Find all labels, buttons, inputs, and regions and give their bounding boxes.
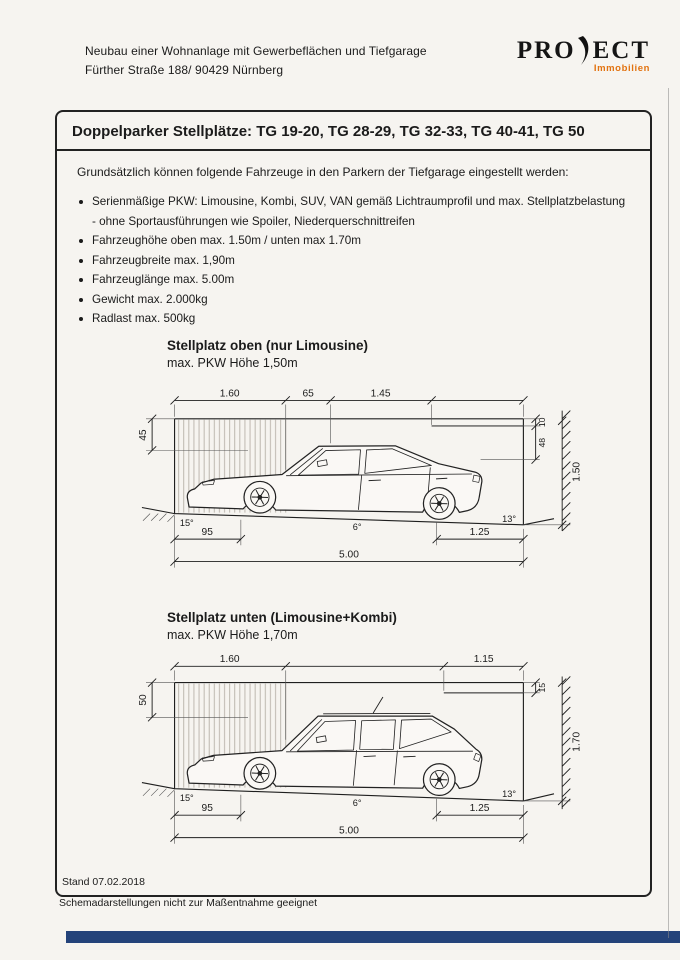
company-logo	[517, 36, 650, 74]
rear-wheel	[423, 763, 456, 796]
logo-wordmark	[517, 36, 650, 66]
dim-right-total: 1.50	[571, 461, 583, 482]
dim-right-mid: 48	[536, 437, 547, 448]
angle-right: 13°	[502, 788, 517, 799]
list-item	[79, 192, 625, 212]
ground-hatch	[143, 789, 175, 797]
dim-total-length: 5.00	[339, 549, 359, 561]
list-item	[79, 231, 625, 251]
logo-text-start: PRO	[516, 37, 576, 64]
dim-right-total-line	[558, 676, 570, 809]
footer-date: Stand 07.02.2018	[62, 876, 145, 888]
angle-left: 15°	[179, 517, 194, 528]
dim-top-1: 1.60	[219, 388, 240, 400]
front-wheel	[243, 757, 276, 790]
dim-top-2: 1.15	[473, 654, 494, 666]
vehicle-requirements-list	[79, 192, 625, 329]
list-item-text: Fahrzeuglänge max. 5.00m	[92, 273, 235, 286]
dim-left-line	[148, 415, 156, 455]
dim-bottom-right: 1.25	[469, 803, 490, 815]
footer-disclaimer: Schemadarstellungen nicht zur Maßentnahme geeignet	[59, 897, 317, 909]
front-wheel	[243, 481, 276, 514]
list-item-text: Radlast max. 500kg	[92, 312, 196, 325]
bullet-icon	[79, 317, 83, 321]
bullet-icon	[79, 239, 83, 243]
header-line-1: Neubau einer Wohnanlage mit Gewerbeflächen und Tiefgarage	[85, 44, 427, 58]
rear-wheel	[423, 487, 456, 520]
list-item	[79, 309, 625, 329]
header-line-2: Fürther Straße 188/ 90429 Nürnberg	[85, 63, 284, 77]
angle-mid: 6°	[352, 521, 362, 532]
dim-left-line	[148, 679, 156, 722]
dim-right-step: 10	[536, 417, 547, 428]
dim-right-step: 15	[536, 682, 547, 693]
list-item-text: Fahrzeughöhe oben max. 1.50m / unten max 1.70m	[92, 234, 361, 247]
diagram-top-title: Stellplatz oben (nur Limousine)	[167, 338, 369, 353]
logo-swoosh-icon	[577, 36, 592, 66]
dim-top-3: 1.45	[370, 388, 391, 400]
diagram-top-subtitle: max. PKW Höhe 1,50m	[167, 356, 298, 370]
list-item-text: Fahrzeugbreite max. 1,90m	[92, 253, 235, 267]
logo-text-end: ECT	[592, 37, 650, 64]
diagram-bottom-subtitle: max. PKW Höhe 1,70m	[167, 628, 298, 642]
bottom-scan-bar	[66, 931, 680, 943]
diagram-bottom-title: Stellplatz unten (Limousine+Kombi)	[167, 610, 397, 625]
content-box	[55, 110, 652, 897]
list-item	[79, 251, 625, 271]
bullet-icon	[79, 278, 83, 282]
dim-right-total: 1.70	[571, 731, 583, 752]
dim-left: 50	[138, 694, 149, 706]
stellplatz-unten-diagram	[115, 652, 585, 856]
dim-bottom-left: 95	[201, 527, 213, 539]
stellplatz-oben-diagram	[115, 380, 585, 584]
ground-hatch	[143, 514, 175, 522]
dim-right-total-line	[558, 411, 570, 531]
dim-top-2: 65	[302, 388, 314, 400]
list-item	[79, 290, 625, 310]
roof-rail-antenna	[323, 695, 431, 718]
angle-mid: 6°	[352, 798, 362, 809]
logo-subtitle: Immobilien	[593, 63, 650, 74]
dim-total-length: 5.00	[339, 825, 359, 837]
bullet-icon	[79, 259, 83, 263]
angle-right: 13°	[502, 513, 517, 524]
dim-left: 45	[138, 429, 149, 441]
bullet-icon	[79, 298, 83, 302]
dim-bottom-left: 95	[201, 803, 213, 815]
page-edge-shadow	[668, 88, 670, 938]
list-item-continuation	[79, 212, 625, 232]
intro-text: Grundsätzlich können folgende Fahrzeuge in den Parkern der Tiefgarage eingestellt werden:	[77, 165, 569, 179]
dim-bottom-right: 1.25	[469, 527, 490, 539]
list-item-text: Serienmäßige PKW: Limousine, Kombi, SUV, VAN gemäß Lichtraumprofil und max. Stellplatzbelastung	[92, 195, 626, 208]
list-item-text: Gewicht max. 2.000kg	[92, 292, 208, 306]
list-item-text: - ohne Sportausführungen wie Spoiler, Niederquerschnittreifen	[92, 214, 415, 228]
bullet-icon	[79, 200, 83, 204]
angle-left: 15°	[179, 792, 194, 803]
document-title: Doppelparker Stellplätze: TG 19-20, TG 28-29, TG 32-33, TG 40-41, TG 50	[57, 112, 650, 151]
dim-top-1: 1.60	[219, 654, 240, 666]
list-item	[79, 270, 625, 290]
